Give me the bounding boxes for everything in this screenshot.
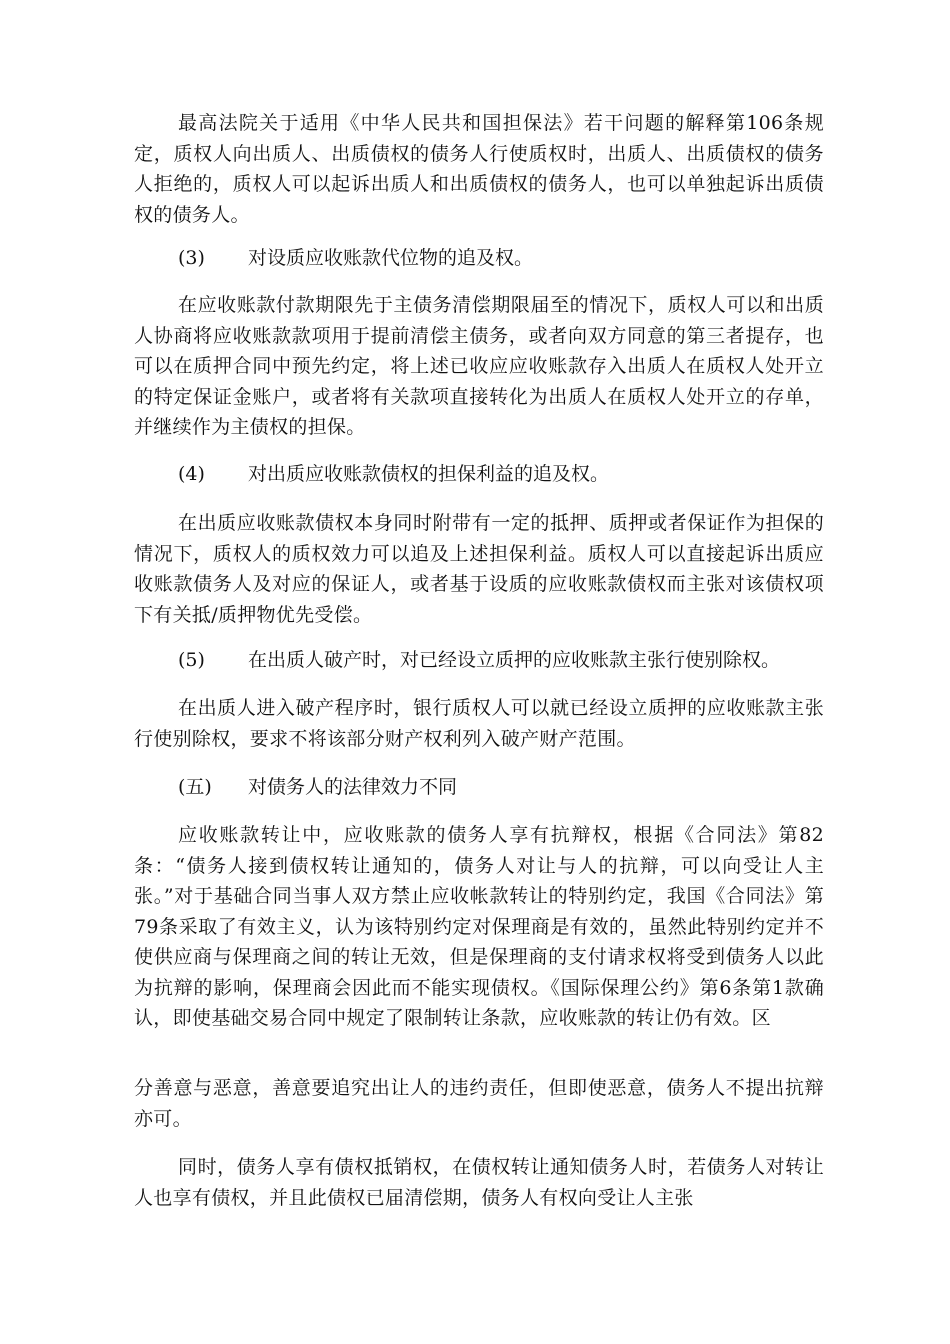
paragraph-good-faith: 分善意与恶意，善意要追究出让人的违约责任，但即使恶意，债务人不提出抗辩亦可。	[134, 1077, 824, 1130]
paragraph-set-off: 同时，债务人享有债权抵销权，在债权转让通知债务人时，若债务人对转让人也享有债权，并且此债权已届清偿期，债务人有权向受让人主张	[134, 1156, 824, 1209]
heading-item-5	[178, 645, 838, 675]
heading-item-five	[178, 772, 838, 802]
paragraph-bankruptcy: 在出质人进入破产程序时，银行质权人可以就已经设立质押的应收账款主张行使别除权，要求不将该部分财产权利列入破产财产范围。	[134, 697, 824, 750]
paragraph-substitute-property: 在应收账款付款期限先于主债务清偿期限届至的情况下，质权人可以和出质人协商将应收账款款项用于提前清偿主债务，或者向双方同意的第三者提存，也可以在质押合同中预先约定，将上述已收应应收账款存入出质人在质权人处开立的特定保证金账户，或者将有关款项直接转化为出质人在质权人处开立的存单，并继续作为主债权的担保。	[134, 294, 824, 438]
heading-text: 对债务人的法律效力不同	[248, 776, 458, 798]
heading-item-4	[178, 459, 838, 489]
paragraph-debtor-defense: 应收账款转让中，应收账款的债务人享有抗辩权，根据《合同法》第82条：“债务人接到债权转让通知的，债务人对让与人的抗辩，可以向受让人主张。”对于基础合同当事人双方禁止应收帐款转让的特别约定，我国《合同法》第79条采取了有效主义，认为该特别约定对保理商是有效的，虽然此特别约定并不使供应商与保理商之间的转让无效，但是保理商的支付请求权将受到债务人以此为抗辩的影响，保理商会因此而不能实现债权。《国际保理公约》第6条第1款确认，即使基础交易合同中规定了限制转让条款，应收账款的转让仍有效。区	[134, 824, 824, 1029]
heading-number: (3)	[178, 247, 205, 269]
paragraph-guarantee-law-interpretation: 最高法院关于适用《中华人民共和国担保法》若干问题的解释第106条规定，质权人向出质人、出质债权的债务人行使质权时，出质人、出质债权的债务人拒绝的，质权人可以起诉出质人和出质债权的债务人，也可以单独起诉出质债权的债务人。	[134, 112, 824, 226]
heading-text: 在出质人破产时，对已经设立质押的应收账款主张行使别除权。	[248, 649, 781, 671]
heading-number: (5)	[178, 649, 205, 671]
heading-number: (五)	[178, 776, 212, 798]
heading-text: 对设质应收账款代位物的追及权。	[248, 247, 534, 269]
heading-item-3	[178, 243, 838, 273]
heading-number: (4)	[178, 463, 205, 485]
paragraph-security-interest: 在出质应收账款债权本身同时附带有一定的抵押、质押或者保证作为担保的情况下，质权人的质权效力可以追及上述担保利益。质权人可以直接起诉出质应收账款债务人及对应的保证人，或者基于设质的应收账款债权而主张对该债权项下有关抵/质押物优先受偿。	[134, 512, 824, 626]
heading-text: 对出质应收账款债权的担保利益的追及权。	[248, 463, 610, 485]
